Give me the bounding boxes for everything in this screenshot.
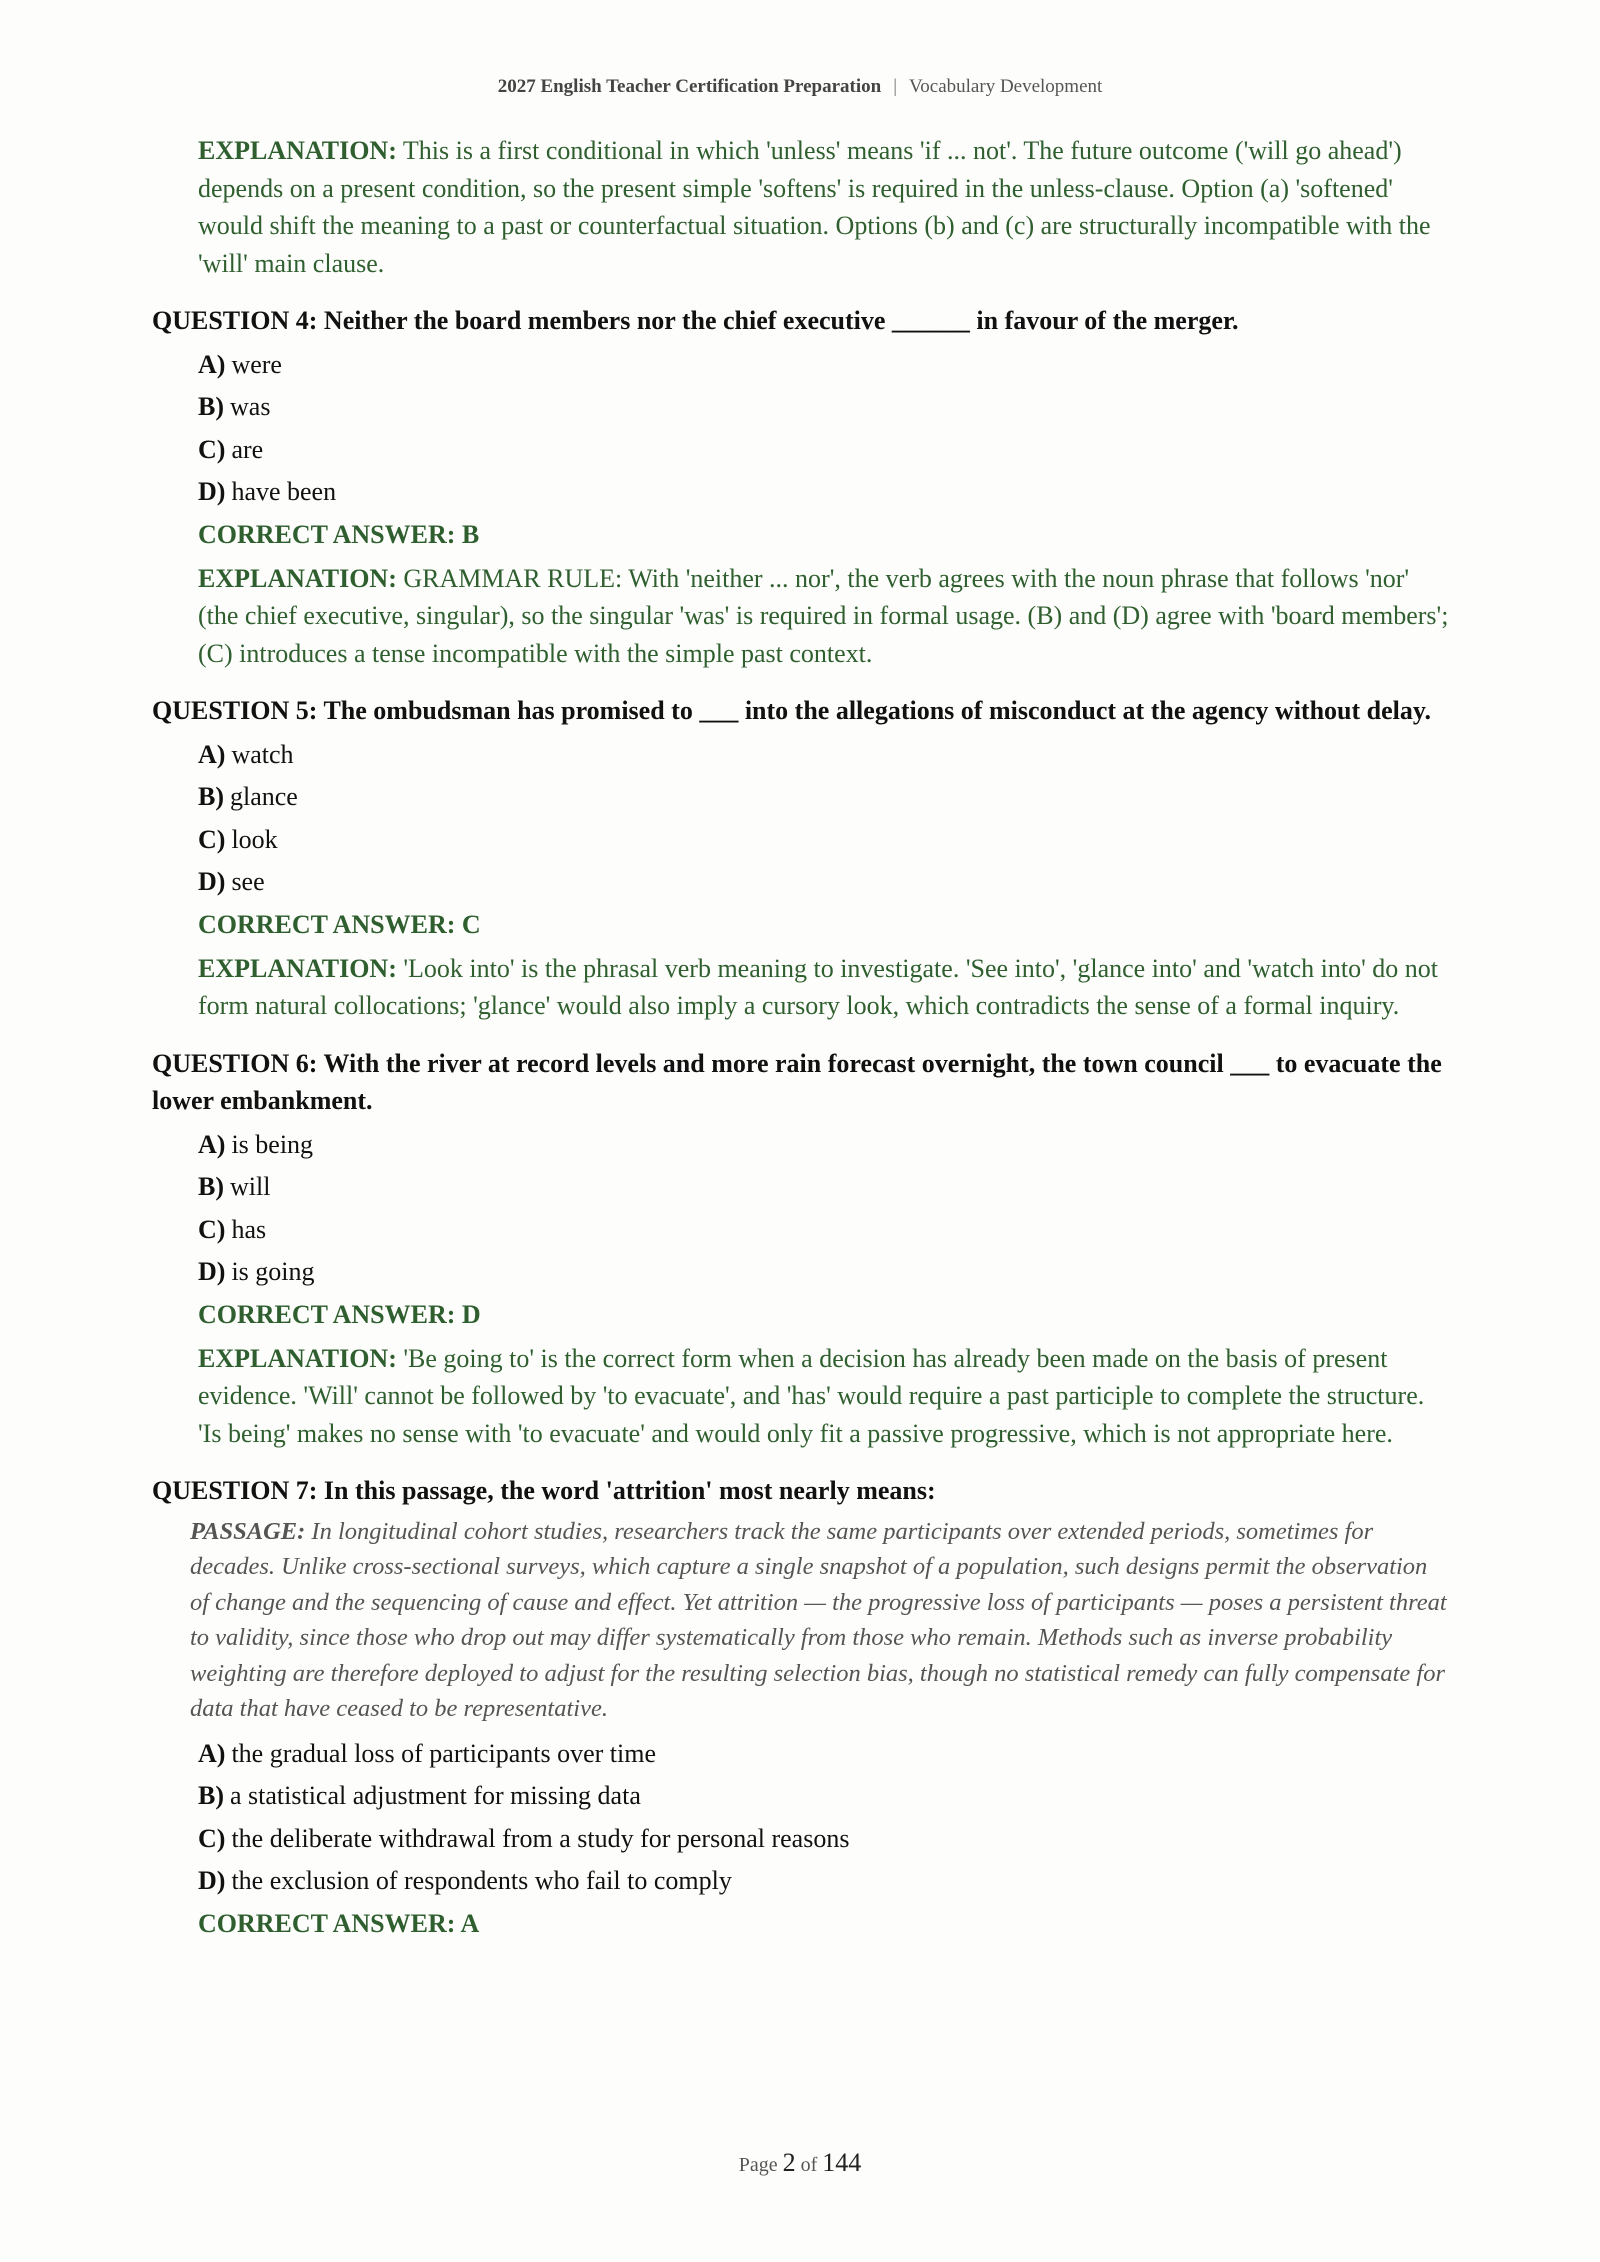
question-block-5 — [152, 692, 1452, 1025]
option-text: was — [230, 392, 271, 421]
option-letter: C) — [198, 1214, 226, 1244]
question-text: Neither the board members nor the chief executive ______ in favour of the merger. — [317, 306, 1239, 335]
question-text: In this passage, the word 'attrition' most nearly means: — [317, 1476, 936, 1505]
option-a — [198, 1124, 1452, 1167]
option-letter: D) — [198, 867, 226, 896]
option-text: the exclusion of respondents who fail to comply — [231, 1866, 732, 1895]
question-label: QUESTION 7: — [152, 1476, 318, 1505]
header-section: Vocabulary Development — [909, 76, 1103, 97]
option-letter: C) — [198, 824, 226, 854]
page-content — [152, 132, 1452, 1949]
options-list — [198, 1733, 1452, 1903]
option-d — [198, 471, 1452, 514]
options-list — [198, 1124, 1452, 1294]
option-letter: D) — [198, 477, 226, 506]
option-text: the deliberate withdrawal from a study for personal reasons — [231, 1823, 850, 1853]
option-text: see — [231, 867, 265, 896]
option-letter: C) — [198, 1823, 226, 1853]
option-c — [198, 1209, 1452, 1252]
explanation-label: EXPLANATION: — [198, 563, 397, 593]
options-list — [198, 344, 1452, 514]
explanation-label: EXPLANATION: — [198, 136, 397, 165]
option-letter: B) — [198, 782, 224, 811]
option-letter: A) — [198, 349, 226, 379]
question-stem — [152, 692, 1452, 730]
explanation-label: EXPLANATION: — [198, 953, 397, 983]
explanation-label: EXPLANATION: — [198, 1343, 397, 1373]
question-block-6 — [152, 1045, 1452, 1453]
option-d — [198, 1251, 1452, 1294]
passage-text: In longitudinal cohort studies, researchers track the same participants over extended periods, sometimes for decades. Unlike cross-sectional surveys, which capture a single snapshot of a population, such designs permit the observation of change and the sequencing of cause and effect. Yet attrition — the progressive loss of participants — poses a persistent threat to validity, since those who drop out may differ systematically from those who remain. Methods such as inverse probability weighting are therefore deployed to adjust for the resulting selection bias, though no statistical remedy can fully compensate for data that have ceased to be representative. — [190, 1517, 1447, 1722]
option-letter: D) — [198, 1257, 226, 1286]
option-letter: A) — [198, 1129, 226, 1159]
option-c — [198, 819, 1452, 862]
question-block-4 — [152, 302, 1452, 672]
option-a — [198, 734, 1452, 777]
option-letter: B) — [198, 1172, 224, 1201]
q3-explanation — [198, 132, 1452, 282]
option-a — [198, 344, 1452, 387]
header-separator: | — [893, 76, 898, 97]
option-text: are — [231, 434, 264, 464]
option-a — [198, 1733, 1452, 1776]
correct-answer: CORRECT ANSWER: D — [198, 1299, 481, 1329]
explanation-text: 'Be going to' is the correct form when a decision has already been made on the basis of present evidence. 'Will' cannot be followed by 'to evacuate', and 'has' would require a past participle to complete the structure. 'Is being' makes no sense with 'to evacuate' and would only fit a passive progressive, which is not appropriate here. — [198, 1343, 1425, 1448]
options-list — [198, 734, 1452, 904]
option-text: watch — [231, 739, 294, 769]
option-b — [198, 1166, 1452, 1209]
question-stem — [152, 1045, 1452, 1120]
option-b — [198, 386, 1452, 429]
explanation — [198, 560, 1452, 673]
question-stem — [152, 302, 1452, 340]
option-letter: D) — [198, 1866, 226, 1895]
option-text: is going — [231, 1257, 315, 1286]
explanation-text: This is a first conditional in which 'unless' means 'if ... not'. The future outcome ('will go ahead') depends on a present condition, so the present simple 'softens' is required in the unless-clause. Option (a) 'softened' would shift the meaning to a past or counterfactual situation. Options (b) and (c) are structurally incompatible with the 'will' main clause. — [198, 136, 1431, 278]
question-text: The ombudsman has promised to ___ into the allegations of misconduct at the agency without delay. — [317, 696, 1431, 725]
option-text: glance — [230, 782, 298, 811]
reading-passage — [190, 1514, 1452, 1727]
running-header — [0, 76, 1600, 98]
option-letter: B) — [198, 1781, 224, 1810]
passage-label: PASSAGE: — [190, 1517, 306, 1545]
option-text: will — [230, 1172, 271, 1201]
question-text: With the river at record levels and more rain forecast overnight, the town council ___ to evacuate the lower embankment. — [152, 1048, 1442, 1115]
option-letter: A) — [198, 739, 226, 769]
total-pages: 144 — [822, 2148, 862, 2177]
correct-answer: CORRECT ANSWER: A — [198, 1908, 480, 1938]
explanation-text: 'Look into' is the phrasal verb meaning to investigate. 'See into', 'glance into' and 'watch into' do not form natural collocations; 'glance' would also imply a cursory look, which contradicts the sense of a formal inquiry. — [198, 953, 1439, 1020]
question-block-7 — [152, 1472, 1452, 1945]
option-c — [198, 429, 1452, 472]
option-letter: B) — [198, 392, 224, 421]
option-letter: C) — [198, 434, 226, 464]
of-word: of — [800, 2154, 818, 2176]
correct-answer: CORRECT ANSWER: B — [198, 519, 480, 549]
option-text: have been — [231, 477, 337, 506]
option-b — [198, 776, 1452, 819]
option-text: look — [231, 824, 278, 854]
correct-answer: CORRECT ANSWER: C — [198, 909, 481, 939]
page-word: Page — [738, 2154, 778, 2176]
option-b — [198, 1775, 1452, 1818]
option-text: the gradual loss of participants over time — [231, 1738, 656, 1768]
explanation — [198, 1340, 1452, 1453]
option-letter: A) — [198, 1738, 226, 1768]
page-footer — [0, 2148, 1600, 2178]
question-stem — [152, 1472, 1452, 1510]
option-d — [198, 1860, 1452, 1903]
question-label: QUESTION 5: — [152, 696, 318, 725]
explanation-text: GRAMMAR RULE: With 'neither ... nor', the verb agrees with the noun phrase that follows 'nor' (the chief executive, singular), so the singular 'was' is required in formal usage. (B) and (D) agree with 'board members'; (C) introduces a tense incompatible with the simple past context. — [198, 563, 1449, 668]
option-text: were — [231, 349, 282, 379]
option-text: is being — [231, 1129, 314, 1159]
page-number: 2 — [782, 2148, 796, 2177]
option-text: has — [231, 1214, 267, 1244]
question-label: QUESTION 4: — [152, 306, 318, 335]
option-c — [198, 1818, 1452, 1861]
header-title: 2027 English Teacher Certification Preparation — [497, 76, 882, 97]
question-label: QUESTION 6: — [152, 1048, 318, 1078]
explanation — [198, 950, 1452, 1025]
option-d — [198, 861, 1452, 904]
option-text: a statistical adjustment for missing data — [230, 1781, 641, 1810]
